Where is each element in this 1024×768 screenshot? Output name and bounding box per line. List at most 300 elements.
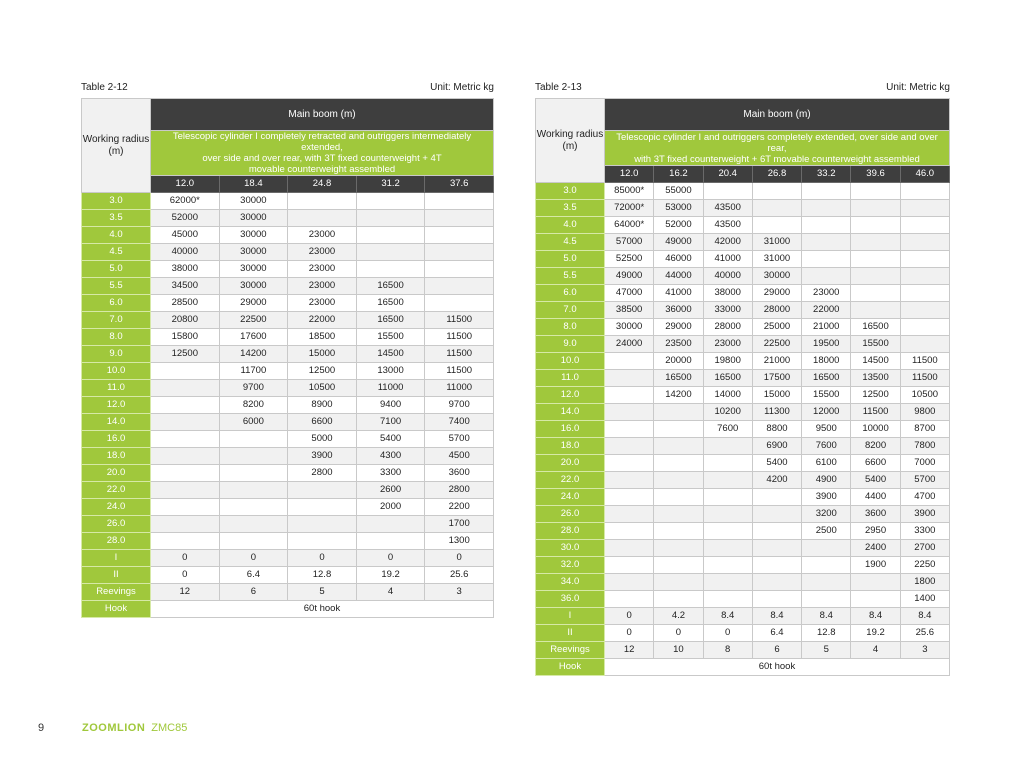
capacity-cell [900, 319, 949, 336]
capacity-cell [219, 482, 288, 499]
capacity-cell [703, 438, 752, 455]
capacity-cell [900, 234, 949, 251]
capacity-cell: 4400 [851, 489, 900, 506]
table-row [82, 465, 494, 482]
capacity-cell: 3 [900, 642, 949, 659]
capacity-cell: 3600 [851, 506, 900, 523]
capacity-cell: 3900 [802, 489, 851, 506]
capacity-cell: 6 [219, 584, 288, 601]
table-row [82, 533, 494, 550]
radius-label: 24.0 [536, 489, 605, 506]
radius-label: 12.0 [536, 387, 605, 404]
capacity-cell: 3200 [802, 506, 851, 523]
page-footer [38, 721, 187, 735]
capacity-cell [654, 404, 703, 421]
capacity-cell [703, 489, 752, 506]
hook-value: 60t hook [605, 659, 950, 676]
capacity-cell: 31000 [752, 234, 801, 251]
working-radius-header: Working radius (m) [82, 99, 151, 193]
capacity-cell: 2400 [851, 540, 900, 557]
capacity-cell: 16500 [802, 370, 851, 387]
radius-label: 5.5 [82, 278, 151, 295]
radius-label: 9.0 [82, 346, 151, 363]
capacity-cell: 5700 [900, 472, 949, 489]
capacity-cell [900, 285, 949, 302]
capacity-cell [752, 183, 801, 200]
table-row [536, 625, 950, 642]
capacity-cell: 12 [605, 642, 654, 659]
capacity-cell [425, 278, 494, 295]
capacity-cell: 52000 [654, 217, 703, 234]
capacity-cell: 22500 [752, 336, 801, 353]
capacity-cell [654, 472, 703, 489]
capacity-cell [151, 414, 220, 431]
capacity-cell: 10200 [703, 404, 752, 421]
capacity-cell [425, 295, 494, 312]
capacity-cell [752, 591, 801, 608]
capacity-cell: 29000 [219, 295, 288, 312]
capacity-cell: 46000 [654, 251, 703, 268]
capacity-cell [605, 387, 654, 404]
table-row [82, 210, 494, 227]
capacity-cell [356, 227, 425, 244]
working-radius-header: Working radius (m) [536, 99, 605, 183]
boom-length-header: 20.4 [703, 166, 752, 183]
capacity-cell: 4 [356, 584, 425, 601]
table-row [536, 183, 950, 200]
radius-label: 28.0 [82, 533, 151, 550]
table-row [536, 302, 950, 319]
capacity-cell: 23000 [288, 295, 357, 312]
capacity-cell: 4300 [356, 448, 425, 465]
capacity-cell [752, 506, 801, 523]
capacity-cell: 1300 [425, 533, 494, 550]
capacity-cell: 6.4 [219, 567, 288, 584]
table-row [82, 193, 494, 210]
capacity-cell: 34500 [151, 278, 220, 295]
capacity-cell [288, 482, 357, 499]
capacity-cell [802, 574, 851, 591]
capacity-cell [151, 499, 220, 516]
capacity-cell: 4 [851, 642, 900, 659]
capacity-cell [851, 302, 900, 319]
radius-label: 3.0 [82, 193, 151, 210]
capacity-cell: 23000 [288, 244, 357, 261]
capacity-cell: 12000 [802, 404, 851, 421]
capacity-cell: 11000 [425, 380, 494, 397]
capacity-cell: 3300 [900, 523, 949, 540]
capacity-cell: 23000 [288, 227, 357, 244]
capacity-cell: 19.2 [851, 625, 900, 642]
capacity-cell [288, 210, 357, 227]
table-row [82, 278, 494, 295]
boom-length-header: 31.2 [356, 176, 425, 193]
capacity-cell [802, 200, 851, 217]
boom-length-header: 18.4 [219, 176, 288, 193]
capacity-cell [900, 200, 949, 217]
capacity-cell: 10500 [900, 387, 949, 404]
capacity-cell: 8.4 [851, 608, 900, 625]
capacity-cell: 0 [151, 550, 220, 567]
capacity-cell: 9700 [425, 397, 494, 414]
capacity-cell: 8700 [900, 421, 949, 438]
capacity-cell [151, 533, 220, 550]
table-row [82, 329, 494, 346]
description-line: movable counterweight assembled [248, 164, 396, 175]
capacity-cell [356, 210, 425, 227]
description-line: with 3T fixed counterweight + 6T movable counterweight assembled [634, 153, 920, 165]
capacity-cell: 36000 [654, 302, 703, 319]
table-row [536, 387, 950, 404]
capacity-cell: 49000 [654, 234, 703, 251]
radius-label: 5.0 [82, 261, 151, 278]
radius-label: I [536, 608, 605, 625]
capacity-cell [851, 285, 900, 302]
capacity-cell: 8.4 [703, 608, 752, 625]
capacity-cell [703, 455, 752, 472]
capacity-cell [802, 557, 851, 574]
capacity-cell [605, 540, 654, 557]
radius-label: 20.0 [536, 455, 605, 472]
capacity-cell: 8200 [851, 438, 900, 455]
condition-description [605, 131, 950, 166]
capacity-cell: 5000 [288, 431, 357, 448]
capacity-cell: 2700 [900, 540, 949, 557]
capacity-cell [851, 183, 900, 200]
table-row [536, 574, 950, 591]
capacity-cell: 4200 [752, 472, 801, 489]
radius-label: 9.0 [536, 336, 605, 353]
radius-label: 7.0 [536, 302, 605, 319]
table-row [82, 261, 494, 278]
capacity-cell: 23000 [288, 278, 357, 295]
capacity-cell: 25.6 [425, 567, 494, 584]
capacity-cell: 16500 [356, 278, 425, 295]
capacity-cell [752, 217, 801, 234]
radius-label: 22.0 [82, 482, 151, 499]
description-line: Telescopic cylinder I completely retracted and outriggers intermediately extended, [172, 131, 472, 153]
table-row [536, 336, 950, 353]
radius-label: 36.0 [536, 591, 605, 608]
capacity-cell [654, 455, 703, 472]
capacity-cell [219, 516, 288, 533]
radius-label: I [82, 550, 151, 567]
capacity-rows [82, 193, 494, 601]
radius-label: 10.0 [536, 353, 605, 370]
radius-label: 3.0 [536, 183, 605, 200]
capacity-cell [151, 448, 220, 465]
capacity-cell: 0 [654, 625, 703, 642]
capacity-cell: 9400 [356, 397, 425, 414]
table-row [82, 516, 494, 533]
radius-label: 18.0 [82, 448, 151, 465]
radius-label: 24.0 [82, 499, 151, 516]
radius-label: 6.0 [82, 295, 151, 312]
table-row [82, 567, 494, 584]
capacity-cell [605, 574, 654, 591]
load-chart-table [535, 98, 950, 676]
capacity-cell: 52000 [151, 210, 220, 227]
capacity-cell: 30000 [219, 278, 288, 295]
capacity-cell: 12.8 [802, 625, 851, 642]
radius-label: 8.0 [82, 329, 151, 346]
capacity-cell: 0 [703, 625, 752, 642]
radius-label: 14.0 [82, 414, 151, 431]
capacity-cell [900, 217, 949, 234]
capacity-cell [851, 200, 900, 217]
capacity-cell [356, 193, 425, 210]
capacity-cell [219, 465, 288, 482]
capacity-cell: 0 [425, 550, 494, 567]
capacity-cell: 17600 [219, 329, 288, 346]
capacity-cell [605, 489, 654, 506]
capacity-cell: 5700 [425, 431, 494, 448]
capacity-cell: 16500 [356, 312, 425, 329]
radius-label: 4.0 [82, 227, 151, 244]
unit-label: Unit: Metric kg [430, 81, 494, 93]
boom-length-header: 24.8 [288, 176, 357, 193]
capacity-cell: 1900 [851, 557, 900, 574]
capacity-cell [654, 506, 703, 523]
radius-label: 3.5 [536, 200, 605, 217]
capacity-cell: 4900 [802, 472, 851, 489]
table-row [536, 472, 950, 489]
radius-label: 16.0 [82, 431, 151, 448]
capacity-cell [900, 336, 949, 353]
unit-label: Unit: Metric kg [886, 81, 950, 93]
capacity-cell: 6 [752, 642, 801, 659]
capacity-cell [151, 380, 220, 397]
capacity-cell: 45000 [151, 227, 220, 244]
table-row [82, 499, 494, 516]
capacity-cell: 14000 [703, 387, 752, 404]
capacity-cell: 6.4 [752, 625, 801, 642]
table-row [82, 550, 494, 567]
capacity-cell [151, 482, 220, 499]
capacity-cell: 19500 [802, 336, 851, 353]
capacity-cell: 2800 [288, 465, 357, 482]
capacity-cell: 11500 [900, 370, 949, 387]
capacity-cell: 6600 [851, 455, 900, 472]
table-row [82, 363, 494, 380]
capacity-cell [605, 557, 654, 574]
table-row [536, 251, 950, 268]
capacity-cell: 38000 [703, 285, 752, 302]
capacity-cell [851, 251, 900, 268]
table-row [82, 312, 494, 329]
capacity-cell: 23000 [802, 285, 851, 302]
table-row [536, 591, 950, 608]
capacity-cell: 7000 [900, 455, 949, 472]
load-table-2-13 [535, 80, 950, 676]
capacity-cell: 22000 [288, 312, 357, 329]
capacity-cell: 10000 [851, 421, 900, 438]
capacity-cell: 6600 [288, 414, 357, 431]
capacity-rows [536, 183, 950, 659]
capacity-cell: 5 [802, 642, 851, 659]
capacity-cell: 19800 [703, 353, 752, 370]
capacity-cell [356, 516, 425, 533]
hook-label: Hook [82, 601, 151, 618]
table-row [536, 642, 950, 659]
table-row [536, 370, 950, 387]
load-chart-table [81, 98, 494, 618]
capacity-cell: 17500 [752, 370, 801, 387]
capacity-cell: 30000 [605, 319, 654, 336]
capacity-cell [703, 523, 752, 540]
table-row [82, 584, 494, 601]
description-line: over side and over rear, with 3T fixed counterweight + 4T [202, 153, 442, 164]
capacity-cell [900, 302, 949, 319]
capacity-cell [752, 540, 801, 557]
capacity-cell [802, 268, 851, 285]
capacity-cell [802, 251, 851, 268]
radius-label: 26.0 [82, 516, 151, 533]
capacity-cell: 2800 [425, 482, 494, 499]
table-row [536, 557, 950, 574]
capacity-cell: 0 [288, 550, 357, 567]
capacity-cell: 14200 [219, 346, 288, 363]
boom-length-header: 37.6 [425, 176, 494, 193]
capacity-cell [605, 370, 654, 387]
capacity-cell [703, 574, 752, 591]
radius-label: Reevings [536, 642, 605, 659]
table-row [536, 523, 950, 540]
capacity-cell: 11500 [900, 353, 949, 370]
capacity-cell: 19.2 [356, 567, 425, 584]
boom-length-header: 16.2 [654, 166, 703, 183]
table-row [82, 431, 494, 448]
capacity-cell: 5 [288, 584, 357, 601]
capacity-cell: 30000 [219, 244, 288, 261]
capacity-cell: 5400 [851, 472, 900, 489]
capacity-cell [288, 499, 357, 516]
capacity-cell: 11700 [219, 363, 288, 380]
capacity-cell: 38500 [605, 302, 654, 319]
hook-value: 60t hook [151, 601, 494, 618]
capacity-cell [425, 261, 494, 278]
capacity-cell: 6000 [219, 414, 288, 431]
capacity-cell: 1700 [425, 516, 494, 533]
capacity-cell: 7600 [802, 438, 851, 455]
capacity-cell: 16500 [851, 319, 900, 336]
radius-label: 6.0 [536, 285, 605, 302]
capacity-cell: 42000 [703, 234, 752, 251]
capacity-cell: 33000 [703, 302, 752, 319]
capacity-cell [752, 557, 801, 574]
capacity-cell: 43500 [703, 200, 752, 217]
capacity-cell: 23000 [703, 336, 752, 353]
brand-logo-text: ZOOMLION [82, 722, 146, 734]
capacity-cell [802, 591, 851, 608]
capacity-cell: 15500 [356, 329, 425, 346]
radius-label: 4.5 [536, 234, 605, 251]
capacity-cell [605, 523, 654, 540]
model-name: ZMC85 [151, 722, 188, 734]
radius-label: 16.0 [536, 421, 605, 438]
capacity-cell: 9700 [219, 380, 288, 397]
capacity-cell: 6900 [752, 438, 801, 455]
capacity-cell: 8800 [752, 421, 801, 438]
capacity-cell [654, 438, 703, 455]
table-row [536, 421, 950, 438]
table-caption-row [81, 80, 494, 94]
radius-label: 7.0 [82, 312, 151, 329]
capacity-cell [703, 591, 752, 608]
radius-label: 12.0 [82, 397, 151, 414]
capacity-cell [219, 448, 288, 465]
capacity-cell: 30000 [219, 193, 288, 210]
capacity-cell [219, 499, 288, 516]
capacity-cell: 16500 [356, 295, 425, 312]
capacity-cell [703, 183, 752, 200]
capacity-cell [752, 200, 801, 217]
capacity-cell: 8.4 [802, 608, 851, 625]
capacity-cell [654, 540, 703, 557]
capacity-cell: 20800 [151, 312, 220, 329]
load-table-2-12 [81, 80, 494, 618]
capacity-cell [151, 397, 220, 414]
capacity-cell [425, 244, 494, 261]
radius-label: II [536, 625, 605, 642]
capacity-cell: 23500 [654, 336, 703, 353]
table-row [82, 448, 494, 465]
capacity-cell: 41000 [654, 285, 703, 302]
capacity-cell: 28000 [703, 319, 752, 336]
table-row [536, 404, 950, 421]
capacity-cell: 31000 [752, 251, 801, 268]
capacity-cell: 57000 [605, 234, 654, 251]
capacity-cell: 11500 [425, 329, 494, 346]
capacity-cell: 4700 [900, 489, 949, 506]
capacity-cell: 55000 [654, 183, 703, 200]
capacity-cell [356, 244, 425, 261]
capacity-cell [425, 193, 494, 210]
capacity-cell: 21000 [802, 319, 851, 336]
capacity-cell [605, 353, 654, 370]
capacity-cell: 40000 [703, 268, 752, 285]
capacity-cell: 15500 [802, 387, 851, 404]
table-row [536, 217, 950, 234]
capacity-cell [425, 210, 494, 227]
capacity-cell [802, 540, 851, 557]
radius-label: 11.0 [536, 370, 605, 387]
hook-label: Hook [536, 659, 605, 676]
capacity-cell: 30000 [219, 210, 288, 227]
radius-label: 3.5 [82, 210, 151, 227]
capacity-cell [605, 591, 654, 608]
capacity-cell: 22500 [219, 312, 288, 329]
table-row [82, 397, 494, 414]
capacity-cell: 38000 [151, 261, 220, 278]
capacity-cell: 40000 [151, 244, 220, 261]
capacity-cell [851, 217, 900, 234]
capacity-cell: 47000 [605, 285, 654, 302]
capacity-cell: 3900 [900, 506, 949, 523]
table-row [82, 380, 494, 397]
capacity-cell: 53000 [654, 200, 703, 217]
description-line: Telescopic cylinder I and outriggers completely extended, over side and over rear, [616, 131, 938, 154]
boom-length-header: 12.0 [605, 166, 654, 183]
capacity-cell: 64000* [605, 217, 654, 234]
capacity-cell [605, 404, 654, 421]
capacity-cell [654, 557, 703, 574]
table-caption: Table 2-12 [81, 81, 128, 93]
capacity-cell [703, 540, 752, 557]
capacity-cell: 0 [605, 608, 654, 625]
capacity-cell: 3300 [356, 465, 425, 482]
capacity-cell [654, 591, 703, 608]
